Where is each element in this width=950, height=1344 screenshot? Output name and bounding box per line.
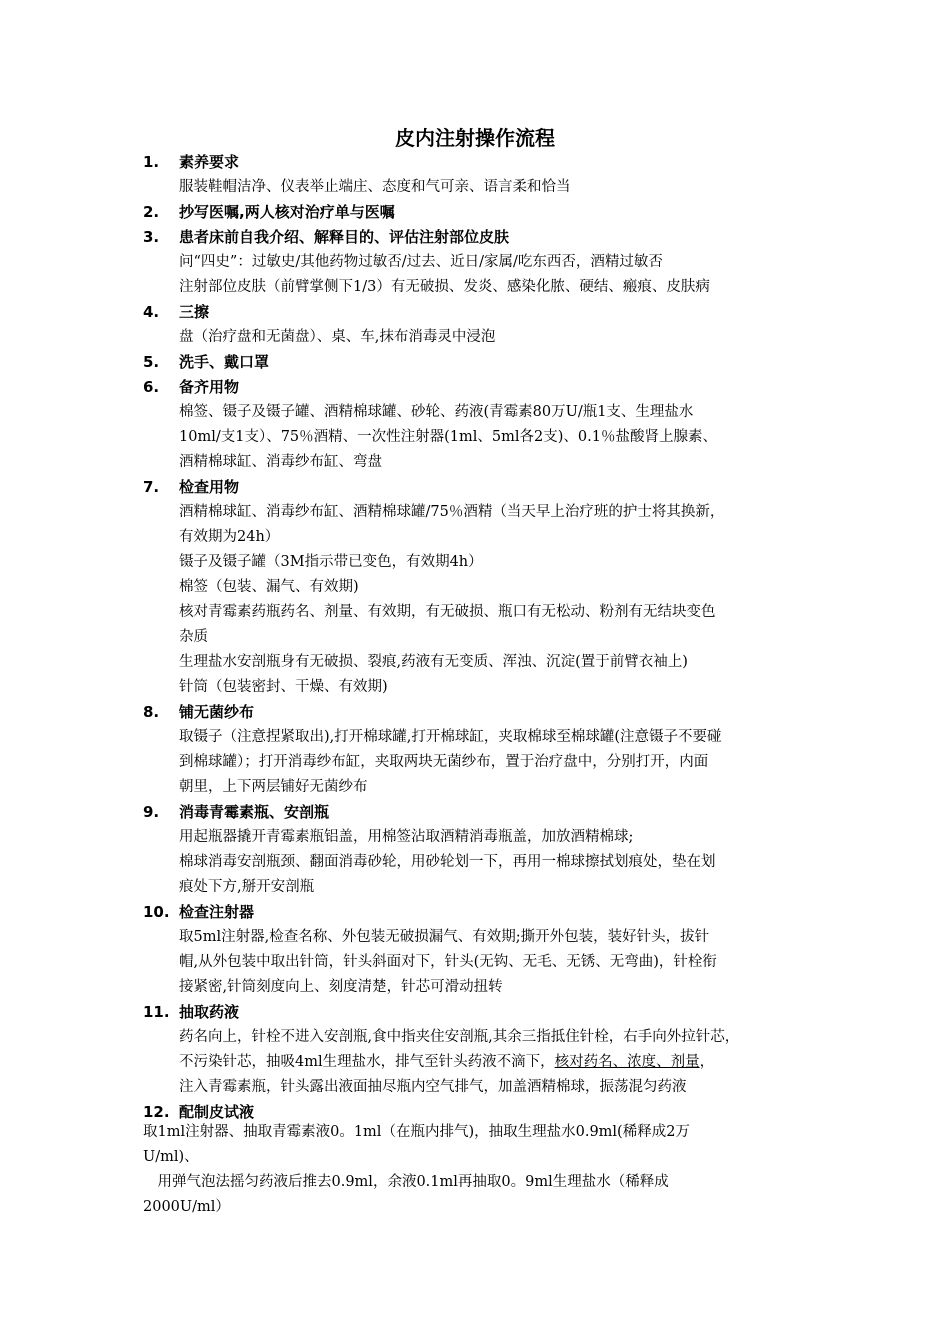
section-title: 消毒青霉素瓶、安剖瓶 (179, 803, 330, 821)
line-text: ， (699, 1054, 715, 1070)
tail-line-3: 用弹气泡法摇匀药液后推去0.9ml，余液0.1ml再抽取0。9ml生理盐水（稀释成 (143, 1174, 669, 1190)
section-body-line: 棉签、镊子及镊子罐、酒精棉球罐、砂轮、药液(青霉素80万U/瓶1支、生理盐水 (179, 404, 694, 420)
line-text: 不污染针芯，抽吸4ml生理盐水，排气至针头药液不滴下， (179, 1054, 555, 1070)
section-number: 1. (143, 153, 160, 171)
section-body-line: 问“四史”：过敏史/其他药物过敏否/过去、近日/家属/吃东西否，酒精过敏否 (179, 254, 663, 270)
section-number: 2. (143, 203, 160, 221)
section-title: 三擦 (179, 303, 210, 321)
section-number: 8. (143, 703, 160, 721)
section-body-line: 注入青霉素瓶，针头露出液面抽尽瓶内空气排气，加盖酒精棉球，振荡混匀药液 (179, 1079, 687, 1095)
section-heading (143, 800, 818, 825)
section-body-line: 注射部位皮肤（前臂掌侧下1/3）有无破损、发炎、感染化脓、硬结、瘢痕、皮肤病 (179, 279, 710, 295)
section-number: 3. (143, 228, 160, 246)
section-body-line: 接紧密,针筒刻度向上、刻度清楚，针芯可滑动扭转 (179, 979, 503, 995)
section-title: 配制皮试液 (179, 1103, 255, 1121)
section-number: 11. (143, 1003, 170, 1021)
section-heading (143, 475, 818, 500)
section-heading (143, 300, 818, 325)
section-title: 抽取药液 (179, 1003, 240, 1021)
section-title: 素养要求 (179, 153, 240, 171)
section-body-line: 帽,从外包装中取出针筒，针头斜面对下，针头(无钩、无毛、无锈、无弯曲)，针栓衔 (179, 954, 717, 970)
section-number: 6. (143, 378, 160, 396)
section-body-line: 用起瓶器撬开青霉素瓶铝盖，用棉签沾取酒精消毒瓶盖，加放酒精棉球; (179, 829, 634, 845)
tail-line-4: 2000U/ml） (143, 1199, 230, 1215)
section-heading (143, 200, 818, 225)
section-body-line: 取镊子（注意捏紧取出),打开棉球罐,打开棉球缸，夹取棉球至棉球罐(注意镊子不要碰 (179, 729, 722, 745)
section-number: 10. (143, 903, 170, 921)
section-number: 12. (143, 1103, 170, 1121)
section-body-line: 针筒（包装密封、干燥、有效期) (179, 679, 388, 695)
section-body-line: 酒精棉球缸、消毒纱布缸、弯盘 (179, 454, 382, 470)
section-body-line: 取5ml注射器,检查名称、外包装无破损漏气、有效期;撕开外包装，装好针头，拔针 (179, 929, 710, 945)
tail-line-1: 取1ml注射器、抽取青霉素液0。1ml（在瓶内排气)，抽取生理盐水0.9ml(稀释成2万 (143, 1124, 690, 1140)
section-number: 4. (143, 303, 160, 321)
section-body-line: 10ml/支1支）、75％酒精、一次性注射器(1ml、5ml各2支)、0.1％盐酸肾上腺素、 (179, 429, 717, 445)
section-title: 备齐用物 (179, 378, 240, 396)
section-heading (143, 350, 818, 375)
section-body-line: 盘（治疗盘和无菌盘）、桌、车,抹布消毒灵中浸泡 (179, 329, 496, 345)
section-body-line: 朝里，上下两层铺好无菌纱布 (179, 779, 368, 795)
section-title: 洗手、戴口罩 (179, 353, 270, 371)
section-body-line: 棉球消毒安剖瓶颈、翻面消毒砂轮，用砂轮划一下，再用一棉球擦拭划痕处，垫在划 (179, 854, 716, 870)
section-heading (143, 150, 818, 175)
section-body-line: 杂质 (179, 629, 208, 645)
section-title: 铺无菌纱布 (179, 703, 255, 721)
section-body-line: 到棉球罐）；打开消毒纱布缸，夹取两块无菌纱布，置于治疗盘中，分别打开，内面 (179, 754, 709, 770)
tail-line-2: U/ml)、 (143, 1149, 199, 1165)
section-heading (143, 900, 818, 925)
section-body-line (143, 1050, 818, 1075)
section-body-line: 酒精棉球缸、消毒纱布缸、酒精棉球罐/75％酒精（当天早上治疗班的护士将其换新， (179, 504, 725, 520)
section-title: 抄写医嘱,两人核对治疗单与医嘱 (179, 203, 395, 221)
section-body-line: 核对青霉素药瓶药名、剂量、有效期，有无破损、瓶口有无松动、粉剂有无结块变色 (179, 604, 716, 620)
section-body-line: 服装鞋帽洁净、仪表举止端庄、态度和气可亲、语言柔和恰当 (179, 179, 571, 195)
section-heading (143, 1000, 818, 1025)
section-heading (143, 375, 818, 400)
procedure-list (143, 150, 818, 1125)
section-heading (143, 700, 818, 725)
section-body-line: 镊子及镊子罐（3M指示带已变色，有效期4h） (179, 554, 483, 570)
section-number: 5. (143, 353, 160, 371)
document-title: 皮内注射操作流程 (395, 126, 555, 150)
section-body-line: 痕处下方,掰开安剖瓶 (179, 879, 315, 895)
section-body-line: 药名向上，针栓不进入安剖瓶,食中指夹住安剖瓶,其余三指抵住针栓，右手向外拉针芯， (179, 1029, 740, 1045)
section-body-line: 有效期为24h） (179, 529, 280, 545)
section-heading (143, 225, 818, 250)
section-number: 7. (143, 478, 160, 496)
section-title: 检查用物 (179, 478, 240, 496)
section-body-line: 生理盐水安剖瓶身有无破损、裂痕,药液有无变质、浑浊、沉淀(置于前臂衣袖上) (179, 654, 688, 670)
section-number: 9. (143, 803, 160, 821)
underlined-check-text: 核对药名、浓度、剂量 (554, 1054, 700, 1070)
section-title: 检查注射器 (179, 903, 255, 921)
section-title: 患者床前自我介绍、解释目的、评估注射部位皮肤 (179, 228, 510, 246)
section-body-line: 棉签（包装、漏气、有效期) (179, 579, 359, 595)
